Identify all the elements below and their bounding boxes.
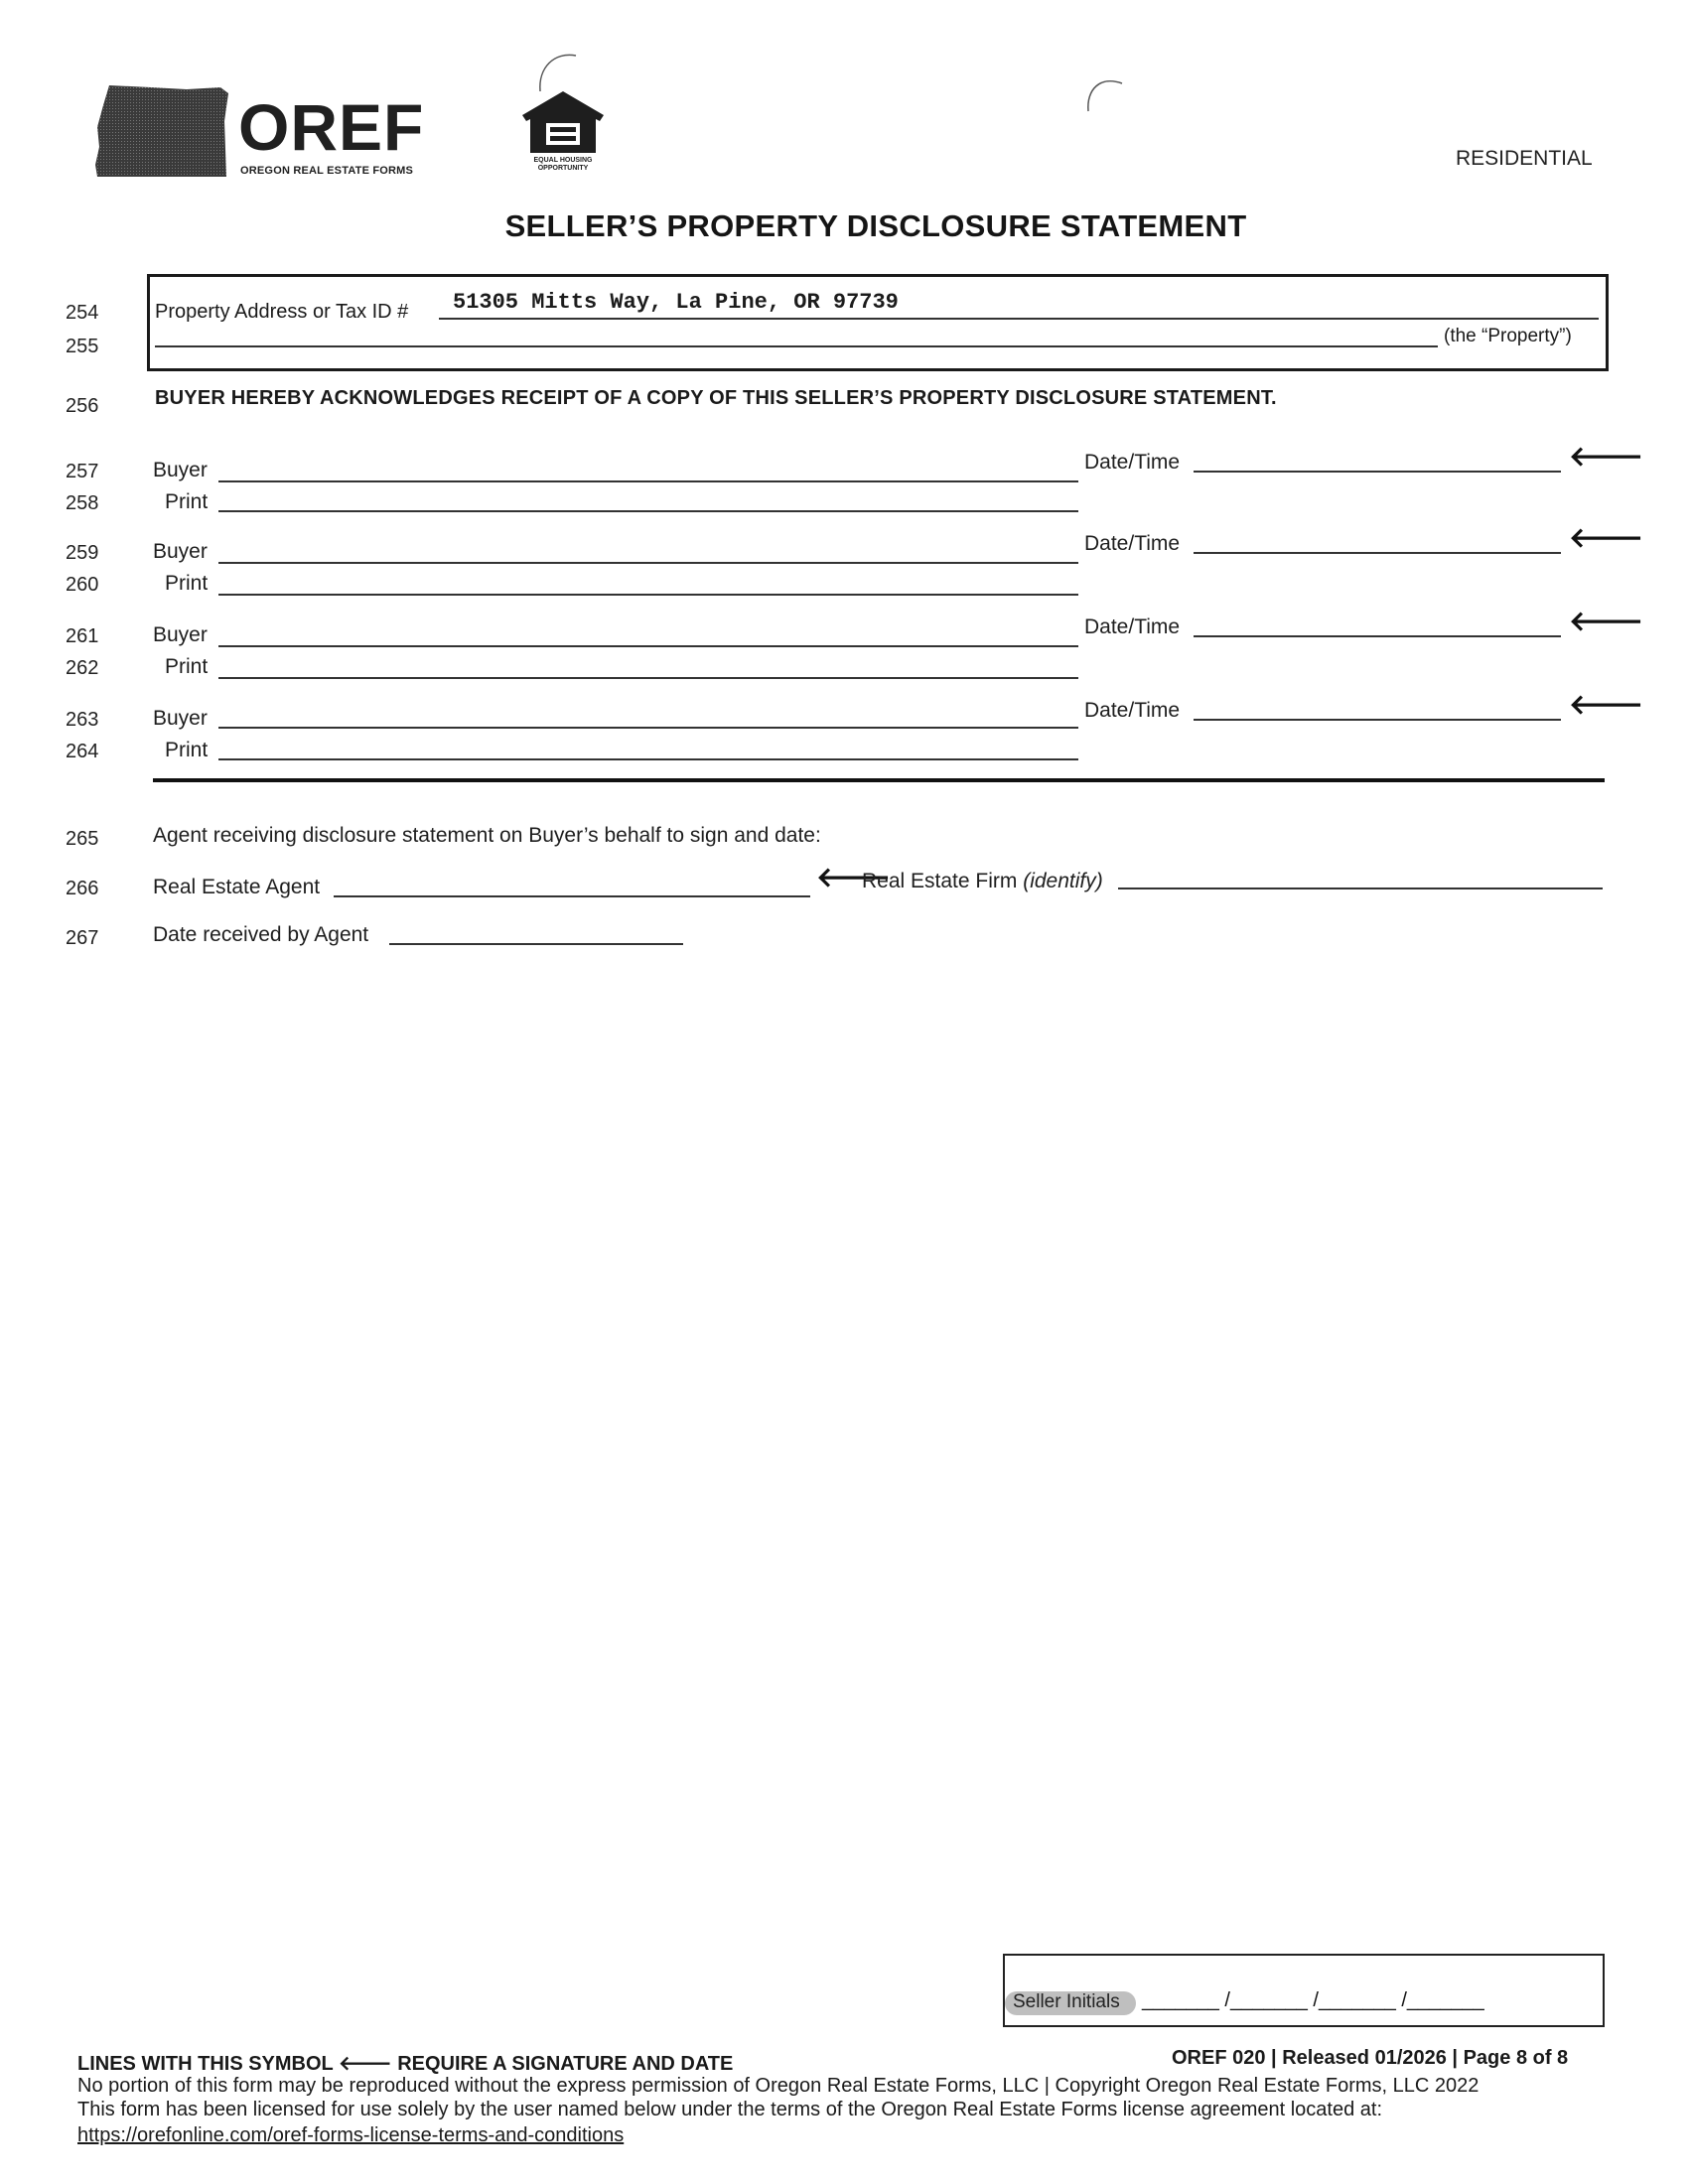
print-label: Print — [165, 572, 209, 595]
print-label: Print — [165, 490, 209, 513]
line-number: 255 — [66, 336, 99, 357]
left-arrow-icon: 🡐 — [816, 862, 892, 892]
date-received-label: Date received by Agent — [153, 923, 369, 946]
buyer-date-line-1[interactable] — [1194, 471, 1561, 473]
equal-housing-text: EQUAL HOUSING OPPORTUNITY — [533, 157, 593, 172]
buyer-print-line-4[interactable] — [218, 758, 1078, 760]
real-estate-agent-label: Real Estate Agent — [153, 876, 321, 898]
property-label: Property Address or Tax ID # — [155, 301, 409, 323]
date-time-label: Date/Time — [1084, 532, 1181, 555]
page-title: SELLER’S PROPERTY DISCLOSURE STATEMENT — [504, 208, 1247, 243]
real-estate-agent-line[interactable] — [334, 895, 810, 897]
date-received-line[interactable] — [389, 943, 683, 945]
logo-text: OREF — [238, 90, 425, 164]
buyer-date-line-4[interactable] — [1194, 719, 1561, 721]
buyer-date-line-3[interactable] — [1194, 635, 1561, 637]
form-info: OREF 020 | Released 01/2026 | Page 8 of 8 — [1172, 2047, 1569, 2069]
real-estate-firm-line[interactable] — [1118, 887, 1603, 889]
license-text: This form has been licensed for use solely by the user named below under the terms of the Oregon Real Estate Forms license agreement located at: — [77, 2099, 1383, 2120]
form-category: RESIDENTIAL — [1456, 147, 1593, 170]
buyer-date-line-2[interactable] — [1194, 552, 1561, 554]
buyer-print-line-1[interactable] — [218, 510, 1078, 512]
seller-initials-label: Seller Initials — [1013, 1991, 1120, 2012]
firm-label-text: Real Estate Firm — [862, 870, 1018, 892]
buyer-label: Buyer — [153, 623, 208, 646]
line-number: 267 — [66, 927, 99, 949]
line-number: 263 — [66, 709, 99, 731]
symbol-note-text: LINES WITH THIS SYMBOL — [77, 2053, 334, 2075]
scan-mark-icon — [532, 46, 588, 95]
copyright-text: No portion of this form may be reproduced without the express permission of Oregon Real Estate Forms, LLC | Copyright Oregon Real Estate Forms, LLC 2022 — [77, 2075, 1480, 2097]
seller-initials-fields[interactable]: _______ /_______ /_______ /_______ — [1142, 1989, 1484, 2011]
date-time-label: Date/Time — [1084, 699, 1181, 722]
line-number: 262 — [66, 657, 99, 679]
buyer-print-line-2[interactable] — [218, 594, 1078, 596]
left-arrow-icon: 🡐 — [1569, 522, 1644, 553]
section-divider — [153, 778, 1605, 782]
symbol-note-tail: REQUIRE A SIGNATURE AND DATE — [397, 2053, 734, 2075]
buyer-label: Buyer — [153, 540, 208, 563]
line-number: 264 — [66, 741, 99, 762]
buyer-signature-line-3[interactable] — [218, 645, 1078, 647]
property-address-field[interactable]: 51305 Mitts Way, La Pine, OR 97739 — [453, 290, 899, 315]
firm-label-hint: (identify) — [1023, 870, 1103, 892]
property-address-underline — [439, 318, 1599, 320]
date-time-label: Date/Time — [1084, 615, 1181, 638]
buyer-print-line-3[interactable] — [218, 677, 1078, 679]
symbol-note — [77, 2051, 733, 2076]
left-arrow-icon: 🡐 — [1569, 441, 1644, 472]
agent-intro-text: Agent receiving disclosure statement on Buyer’s behalf to sign and date: — [153, 824, 821, 847]
line-number: 266 — [66, 878, 99, 899]
acknowledgement-text: BUYER HEREBY ACKNOWLEDGES RECEIPT OF A COPY OF THIS SELLER’S PROPERTY DISCLOSURE STATEMENT. — [155, 387, 1277, 409]
buyer-signature-line-2[interactable] — [218, 562, 1078, 564]
buyer-label: Buyer — [153, 459, 208, 481]
real-estate-firm-label — [862, 870, 1103, 893]
line-number: 257 — [66, 461, 99, 482]
license-link[interactable]: https://orefonline.com/oref-forms-license-terms-and-conditions — [77, 2124, 625, 2146]
buyer-signature-line-4[interactable] — [218, 727, 1078, 729]
left-arrow-icon: 🡐 — [338, 2053, 392, 2075]
oregon-state-logo-icon — [91, 81, 232, 181]
line-number: 254 — [66, 302, 99, 324]
line-number: 261 — [66, 625, 99, 647]
print-label: Print — [165, 739, 209, 761]
line-number: 258 — [66, 492, 99, 514]
date-time-label: Date/Time — [1084, 451, 1181, 474]
buyer-label: Buyer — [153, 707, 208, 730]
line-number: 265 — [66, 828, 99, 850]
scan-mark-icon — [1082, 71, 1132, 115]
print-label: Print — [165, 655, 209, 678]
left-arrow-icon: 🡐 — [1569, 689, 1644, 720]
buyer-signature-line-1[interactable] — [218, 480, 1078, 482]
property-address-underline-2[interactable] — [155, 345, 1438, 347]
line-number: 259 — [66, 542, 99, 564]
logo-subtitle: OREGON REAL ESTATE FORMS — [240, 165, 414, 177]
left-arrow-icon: 🡐 — [1569, 606, 1644, 636]
line-number: 260 — [66, 574, 99, 596]
line-number: 256 — [66, 395, 99, 417]
property-suffix: (the “Property”) — [1444, 326, 1572, 346]
